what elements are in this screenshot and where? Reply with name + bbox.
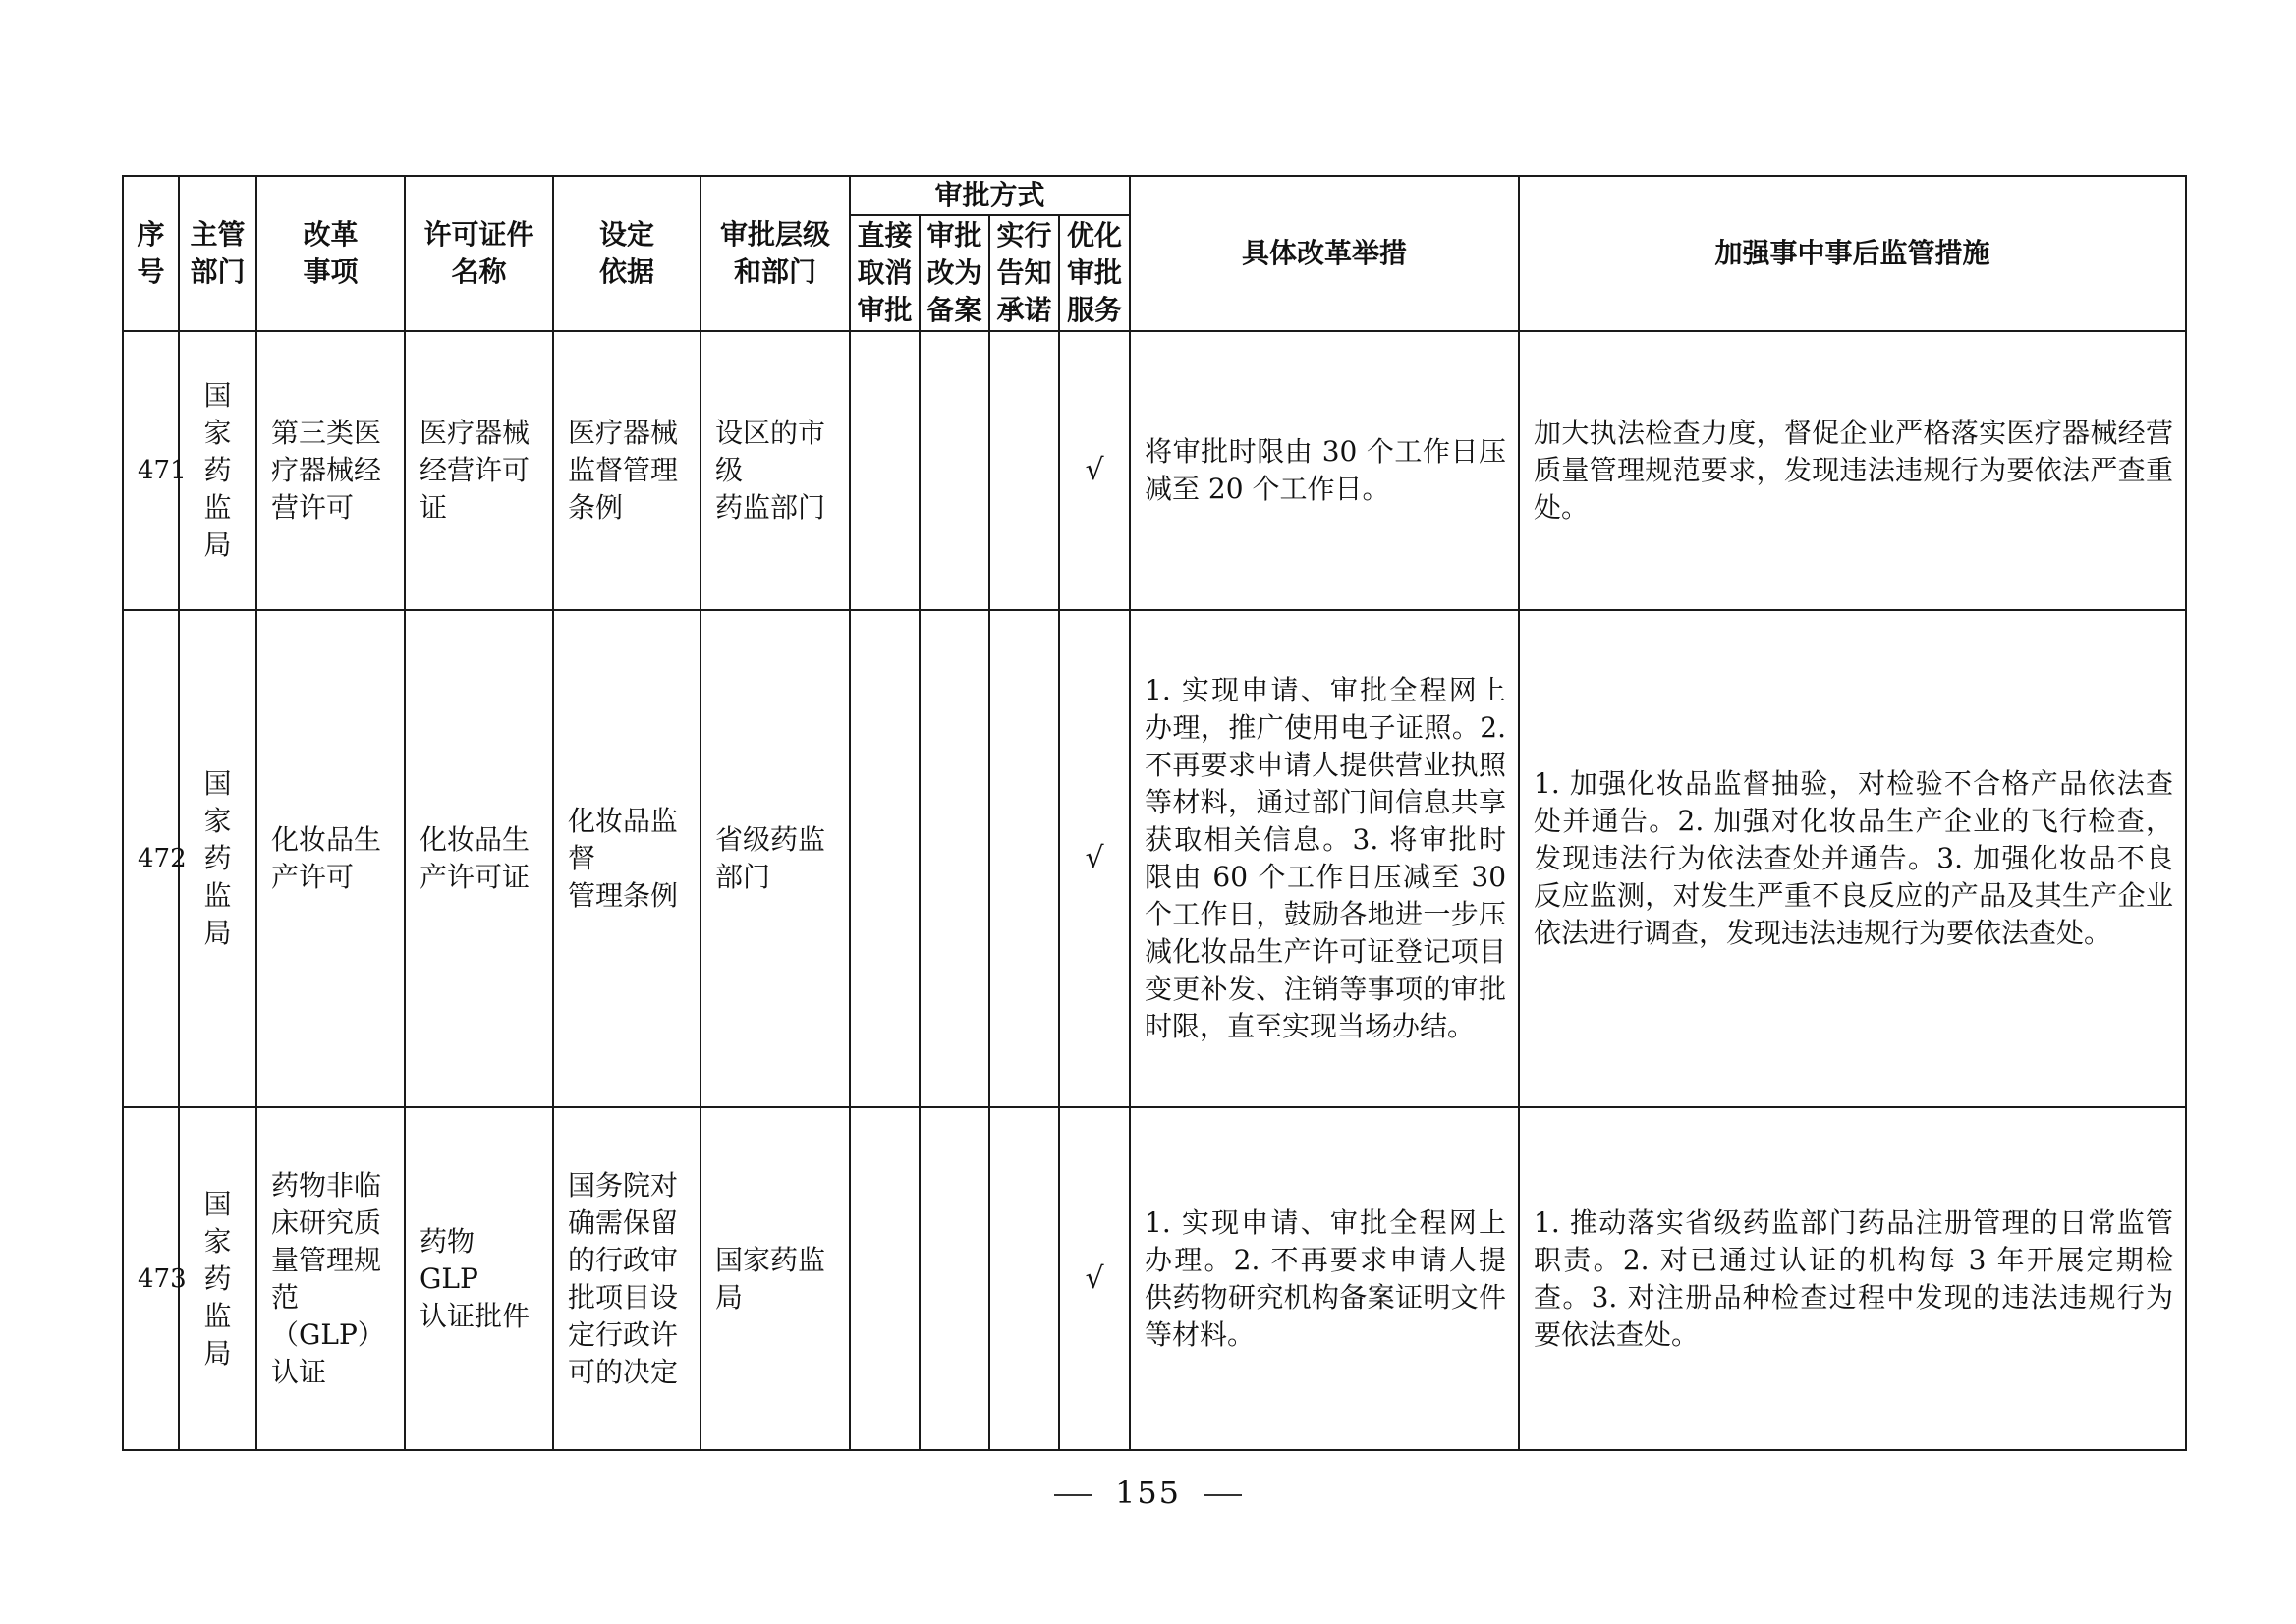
- header-basis: 设定 依据: [553, 176, 700, 331]
- cell-license: 医疗器械 经营许可证: [405, 331, 553, 610]
- footer-dash-left: [1054, 1494, 1092, 1496]
- cell-basis: 国务院对 确需保留 的行政审 批项目设 定行政许 可的决定: [553, 1107, 700, 1450]
- table-row: [123, 1107, 2186, 1450]
- cell-method-notice: [989, 331, 1059, 610]
- cell-method-cancel: [850, 610, 920, 1107]
- page-footer: [0, 1474, 2296, 1511]
- cell-method-notice: [989, 610, 1059, 1107]
- header-seq: 序 号: [123, 176, 179, 331]
- cell-seq: 472: [123, 610, 179, 1107]
- cell-seq: 471: [123, 331, 179, 610]
- cell-item: 化妆品生 产许可: [256, 610, 405, 1107]
- header-item: 改革 事项: [256, 176, 405, 331]
- cell-basis: 化妆品监督 管理条例: [553, 610, 700, 1107]
- cell-method-cancel: [850, 331, 920, 610]
- page-number: 155: [1114, 1474, 1182, 1511]
- cell-dept: 国 家 药 监 局: [179, 610, 256, 1107]
- cell-method-optimize: √: [1059, 610, 1130, 1107]
- cell-method-record: [920, 1107, 989, 1450]
- reform-table: [122, 175, 2187, 1451]
- cell-measures: 将审批时限由 30 个工作日压减至 20 个工作日。: [1130, 331, 1519, 610]
- header-method-group: 审批方式: [850, 176, 1130, 215]
- cell-license: 化妆品生 产许可证: [405, 610, 553, 1107]
- header-method-record: 审批 改为 备案: [920, 215, 989, 331]
- header-dept: 主管 部门: [179, 176, 256, 331]
- cell-supervision: 1. 加强化妆品监督抽验，对检验不合格产品依法查处并通告。2. 加强对化妆品生产企业的飞行检查，发现违法行为依法查处并通告。3. 加强化妆品不良反应监测，对发生严重不良反应的产品及其生产企业依法进行调查，发现违法违规行为要依法查处。: [1519, 610, 2186, 1107]
- header-supervision: 加强事中事后监管措施: [1519, 176, 2186, 331]
- cell-method-optimize: √: [1059, 331, 1130, 610]
- cell-level: 省级药监 部门: [700, 610, 850, 1107]
- cell-supervision: 1. 推动落实省级药监部门药品注册管理的日常监管职责。2. 对已通过认证的机构每 3 年开展定期检查。3. 对注册品种检查过程中发现的违法违规行为要依法查处。: [1519, 1107, 2186, 1450]
- header-row-1: [123, 176, 2186, 215]
- cell-license: 药物 GLP 认证批件: [405, 1107, 553, 1450]
- cell-method-record: [920, 331, 989, 610]
- header-method-cancel: 直接 取消 审批: [850, 215, 920, 331]
- footer-dash-right: [1204, 1494, 1242, 1496]
- cell-supervision: 加大执法检查力度，督促企业严格落实医疗器械经营质量管理规范要求，发现违法违规行为要依法严查重处。: [1519, 331, 2186, 610]
- cell-basis: 医疗器械 监督管理 条例: [553, 331, 700, 610]
- table-row: [123, 331, 2186, 610]
- cell-item: 第三类医 疗器械经 营许可: [256, 331, 405, 610]
- cell-measures: 1. 实现申请、审批全程网上办理。2. 不再要求申请人提供药物研究机构备案证明文件等材料。: [1130, 1107, 1519, 1450]
- cell-method-record: [920, 610, 989, 1107]
- header-level: 审批层级 和部门: [700, 176, 850, 331]
- cell-measures: 1. 实现申请、审批全程网上办理，推广使用电子证照。2. 不再要求申请人提供营业执照等材料，通过部门间信息共享获取相关信息。3. 将审批时限由 60 个工作日压减至 30 个工作日，鼓励各地进一步压减化妆品生产许可证登记项目变更补发、注销等事项的审批时限，直至实现当场办结。: [1130, 610, 1519, 1107]
- header-method-notice: 实行 告知 承诺: [989, 215, 1059, 331]
- cell-method-cancel: [850, 1107, 920, 1450]
- cell-level: 国家药监局: [700, 1107, 850, 1450]
- cell-level: 设区的市级 药监部门: [700, 331, 850, 610]
- cell-item: 药物非临 床研究质 量管理规 范（GLP） 认证: [256, 1107, 405, 1450]
- cell-seq: 473: [123, 1107, 179, 1450]
- cell-dept: 国 家 药 监 局: [179, 331, 256, 610]
- cell-dept: 国 家 药 监 局: [179, 1107, 256, 1450]
- header-measures: 具体改革举措: [1130, 176, 1519, 331]
- cell-method-notice: [989, 1107, 1059, 1450]
- header-license: 许可证件 名称: [405, 176, 553, 331]
- table-row: [123, 610, 2186, 1107]
- header-method-optimize: 优化 审批 服务: [1059, 215, 1130, 331]
- cell-method-optimize: √: [1059, 1107, 1130, 1450]
